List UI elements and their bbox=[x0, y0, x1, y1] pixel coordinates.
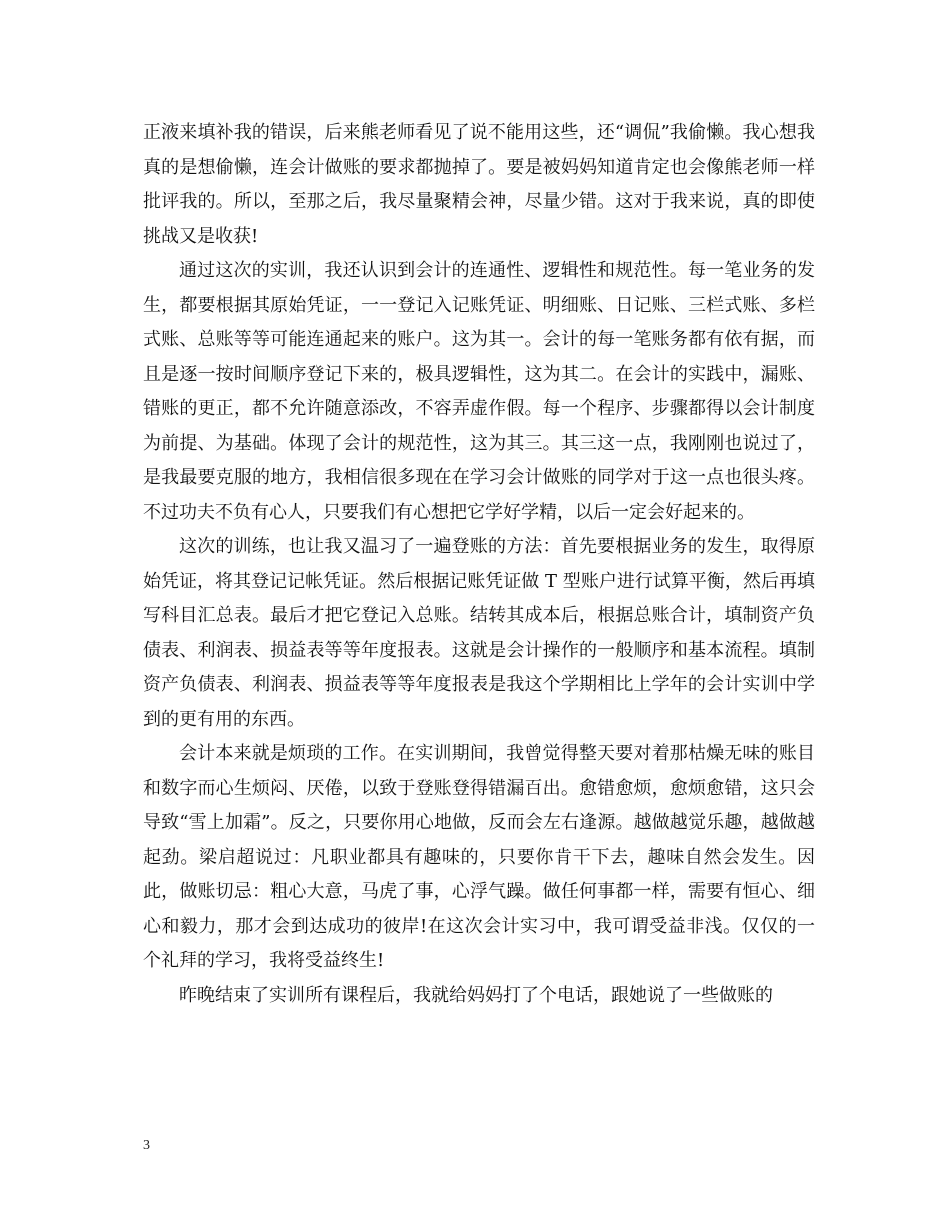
body-text bbox=[143, 116, 815, 1013]
paragraph-4: 会计本来就是烦琐的工作。在实训期间，我曾觉得整天要对着那枯燥无味的账目和数字而心生烦闷、厌倦，以致于登账登得错漏百出。愈错愈烦，愈烦愈错，这只会导致“雪上加霜”。反之，只要你用心地做，反而会左右逢源。越做越觉乐趣，越做越起劲。梁启超说过：凡职业都具有趣味的，只要你肯干下去，趣味自然会发生。因此，做账切忌：粗心大意，马虎了事，心浮气躁。做任何事都一样，需要有恒心、细心和毅力，那才会到达成功的彼岸!在这次会计实习中，我可谓受益非浅。仅仅的一个礼拜的学习，我将受益终生! bbox=[143, 743, 815, 971]
page-number: 3 bbox=[143, 1138, 150, 1153]
paragraph-2: 通过这次的实训，我还认识到会计的连通性、逻辑性和规范性。每一笔业务的发生，都要根据其原始凭证，一一登记入记账凭证、明细账、日记账、三栏式账、多栏式账、总账等等可能连通起来的账户。这为其一。会计的每一笔账务都有依有据，而且是逐一按时间顺序登记下来的，极具逻辑性，这为其二。在会计的实践中，漏账、错账的更正，都不允许随意添改，不容弄虚作假。每一个程序、步骤都得以会计制度为前提、为基础。体现了会计的规范性，这为其三。其三这一点，我刚刚也说过了，是我最要克服的地方，我相信很多现在在学习会计做账的同学对于这一点也很头疼。不过功夫不负有心人，只要我们有心想把它学好学精，以后一定会好起来的。 bbox=[143, 260, 815, 523]
paragraph-3: 这次的训练，也让我又温习了一遍登账的方法：首先要根据业务的发生，取得原始凭证，将其登记记帐凭证。然后根据记账凭证做 T 型账户进行试算平衡，然后再填写科目汇总表。最后才把它登记入总账。结转其成本后，根据总账合计，填制资产负债表、利润表、损益表等等年度报表。这就是会计操作的一般顺序和基本流程。填制资产负债表、利润表、损益表等等年度报表是我这个学期相比上学年的会计实训中学到的更有用的东西。 bbox=[143, 536, 815, 730]
paragraph-1: 正液来填补我的错误，后来熊老师看见了说不能用这些，还“调侃”我偷懒。我心想我真的是想偷懒，连会计做账的要求都抛掉了。要是被妈妈知道肯定也会像熊老师一样批评我的。所以，至那之后，我尽量聚精会神，尽量少错。这对于我来说，真的即使挑战又是收获! bbox=[143, 122, 815, 247]
paragraph-5: 昨晚结束了实训所有课程后，我就给妈妈打了个电话，跟她说了一些做账的 bbox=[179, 984, 773, 1006]
